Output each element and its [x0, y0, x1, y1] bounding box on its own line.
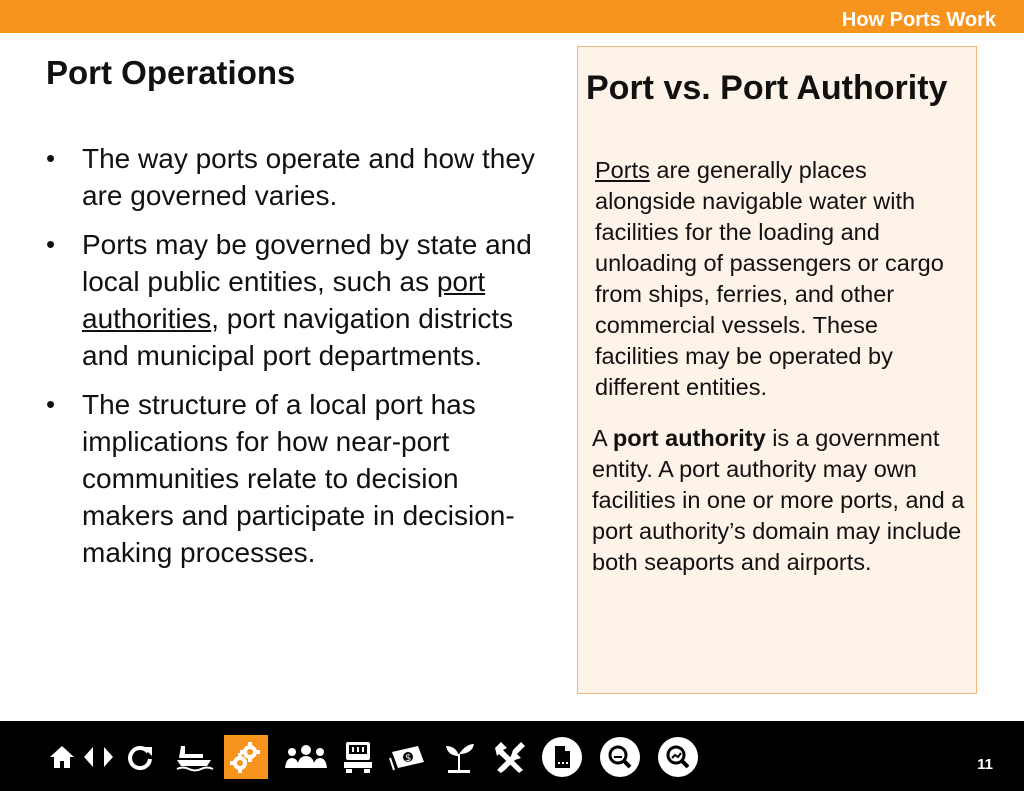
- section-title: How Ports Work: [841, 9, 996, 31]
- panel-title: Port vs. Port Authority: [586, 69, 948, 107]
- navigation-bar: [46, 735, 706, 779]
- next-icon[interactable]: [98, 735, 120, 779]
- money-icon[interactable]: [382, 735, 434, 779]
- svg-text:$: $: [405, 753, 412, 764]
- ports-definition-text: are generally places alongside navigable water with facilities for the loading and unloading of passengers or cargo from ships, ferries, and other commercial vessels. These facilities may be operated by different entities.: [595, 157, 944, 400]
- magnifier-alt-icon[interactable]: [650, 735, 706, 779]
- truck-icon[interactable]: [334, 735, 382, 779]
- port-authorities-link[interactable]: port authorities: [82, 266, 486, 334]
- definition-panel: [577, 46, 977, 694]
- plant-icon[interactable]: [434, 735, 484, 779]
- bullet-text: The way ports operate and how they are governed varies.: [82, 143, 535, 211]
- document-icon[interactable]: [534, 735, 590, 779]
- bullet-marker: •: [46, 389, 56, 419]
- port-authority-term: port authority: [612, 425, 766, 451]
- bullet-text: Ports may be governed by state and local public entities, such as: [82, 229, 532, 297]
- page-number: 11: [977, 756, 993, 773]
- boat-icon[interactable]: [166, 735, 224, 779]
- authority-definition-text: is a government entity. A port authority may own facilities in one or more ports, and a port authority’s domain may include both seaports and airports.: [592, 425, 965, 575]
- authority-prefix: A: [592, 425, 613, 451]
- bullet-marker: •: [46, 143, 56, 173]
- gears-icon[interactable]: [224, 735, 268, 779]
- replay-icon[interactable]: [120, 735, 160, 779]
- bullet-marker: •: [46, 229, 56, 259]
- ports-definition: [595, 155, 965, 403]
- bullet-item: [46, 226, 546, 374]
- home-icon[interactable]: [46, 735, 78, 779]
- footer-bar: [0, 721, 1024, 791]
- bullet-item: [46, 386, 546, 571]
- bullet-text: , port navigation districts and municipal port departments.: [82, 303, 514, 371]
- bullet-text: The structure of a local port has implications for how near-port communities relate to decision makers and participate in decision-making processes.: [82, 389, 515, 568]
- previous-icon[interactable]: [78, 735, 98, 779]
- port-authority-definition: [592, 423, 967, 578]
- bullet-item: [46, 140, 546, 214]
- ports-term: Ports: [595, 157, 650, 183]
- header-bar: [0, 0, 1024, 33]
- page-title: Port Operations: [46, 54, 296, 91]
- people-icon[interactable]: [278, 735, 334, 779]
- magnifier-icon[interactable]: [590, 735, 650, 779]
- tools-icon[interactable]: [484, 735, 534, 779]
- bullet-list: [46, 140, 546, 583]
